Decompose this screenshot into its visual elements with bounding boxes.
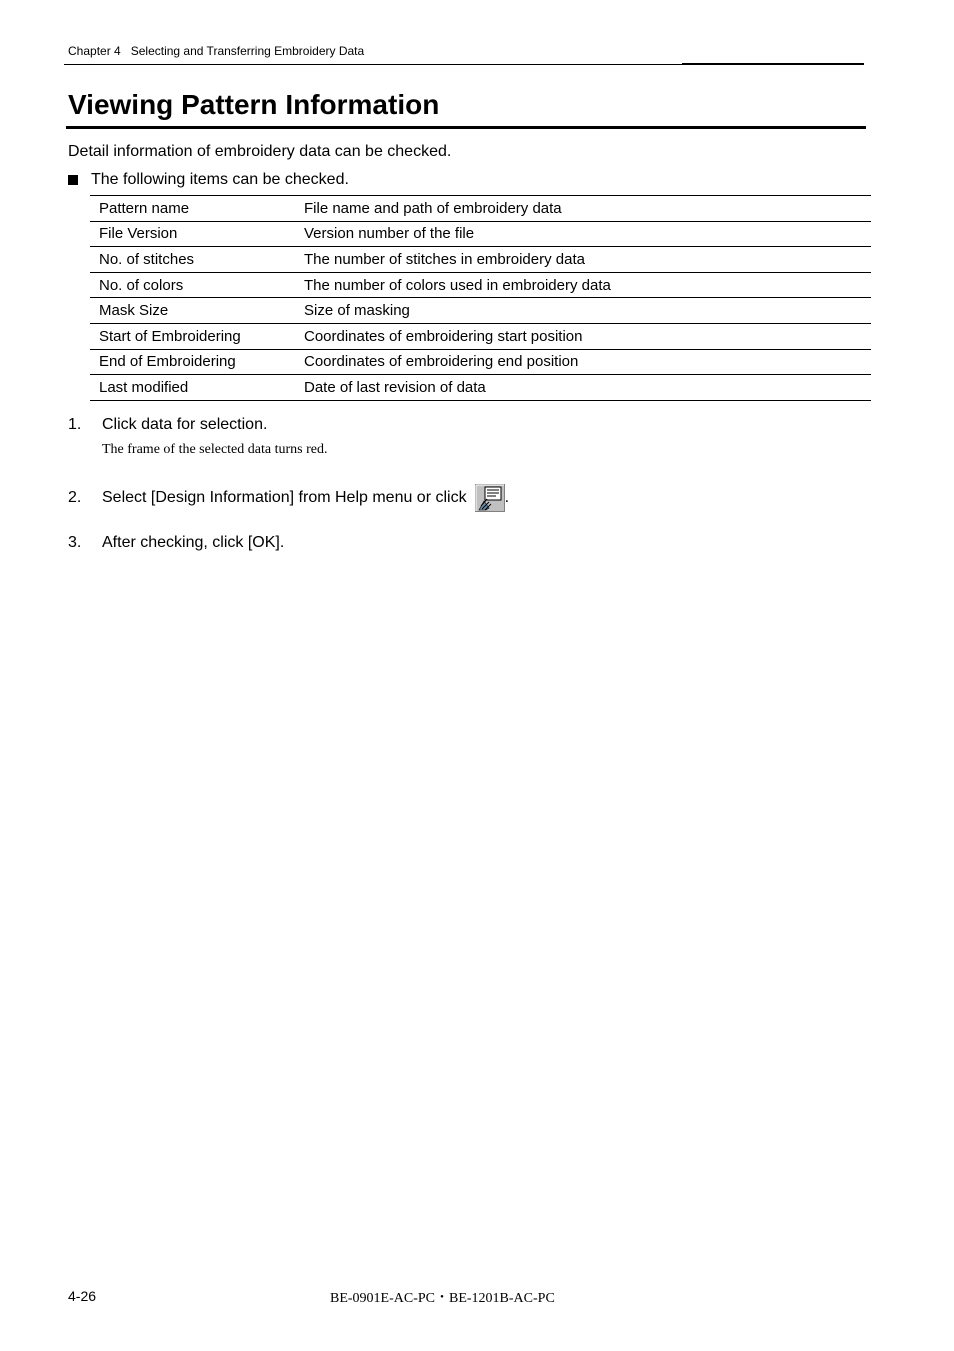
chapter-number: Chapter 4 bbox=[68, 44, 121, 58]
item-description: Coordinates of embroidering end position bbox=[295, 349, 871, 375]
design-information-icon[interactable] bbox=[475, 484, 505, 512]
intro-text: Detail information of embroidery data can be checked. bbox=[68, 143, 452, 160]
step-suffix: . bbox=[504, 489, 510, 506]
step-text: After checking, click [OK]. bbox=[102, 534, 285, 551]
step-text: Click data for selection. bbox=[102, 416, 268, 433]
item-description: Coordinates of embroidering start position bbox=[295, 323, 871, 349]
step-note: The frame of the selected data turns red. bbox=[102, 442, 328, 457]
table-row bbox=[90, 349, 871, 375]
page-title: Viewing Pattern Information bbox=[68, 89, 440, 120]
step-number: 2. bbox=[68, 489, 82, 506]
table-row bbox=[90, 298, 871, 324]
bullet-text: The following items can be checked. bbox=[91, 171, 349, 188]
step-text: Select [Design Information] from Help menu or click bbox=[102, 489, 467, 506]
table-row bbox=[90, 272, 871, 298]
item-description: Size of masking bbox=[295, 298, 871, 324]
items-table bbox=[90, 195, 871, 401]
item-name: End of Embroidering bbox=[90, 349, 295, 375]
item-name: No. of stitches bbox=[90, 247, 295, 273]
page-number: 4-26 bbox=[68, 1288, 97, 1304]
header-rule-accent bbox=[682, 63, 864, 65]
item-description: Version number of the file bbox=[295, 221, 871, 247]
item-description: File name and path of embroidery data bbox=[295, 196, 871, 222]
table-row bbox=[90, 247, 871, 273]
model-footer: BE-0901E-AC-PC・BE-1201B-AC-PC bbox=[330, 1291, 555, 1306]
bullet-line bbox=[68, 171, 349, 189]
title-rule bbox=[66, 126, 866, 129]
item-name: Pattern name bbox=[90, 196, 295, 222]
table-row bbox=[90, 196, 871, 222]
step-3 bbox=[68, 534, 284, 552]
running-header bbox=[68, 44, 364, 58]
item-name: File Version bbox=[90, 221, 295, 247]
item-name: Last modified bbox=[90, 375, 295, 401]
item-description: Date of last revision of data bbox=[295, 375, 871, 401]
square-bullet-icon bbox=[68, 175, 78, 185]
item-description: The number of stitches in embroidery data bbox=[295, 247, 871, 273]
chapter-title: Selecting and Transferring Embroidery Data bbox=[130, 44, 365, 58]
item-description: The number of colors used in embroidery data bbox=[295, 272, 871, 298]
step-1 bbox=[68, 416, 267, 434]
table-row bbox=[90, 323, 871, 349]
item-name: Mask Size bbox=[90, 298, 295, 324]
step-number: 3. bbox=[68, 534, 82, 551]
table-row bbox=[90, 375, 871, 401]
step-2 bbox=[68, 484, 509, 512]
table-row bbox=[90, 221, 871, 247]
item-name: Start of Embroidering bbox=[90, 323, 295, 349]
item-name: No. of colors bbox=[90, 272, 295, 298]
step-number: 1. bbox=[68, 416, 82, 433]
